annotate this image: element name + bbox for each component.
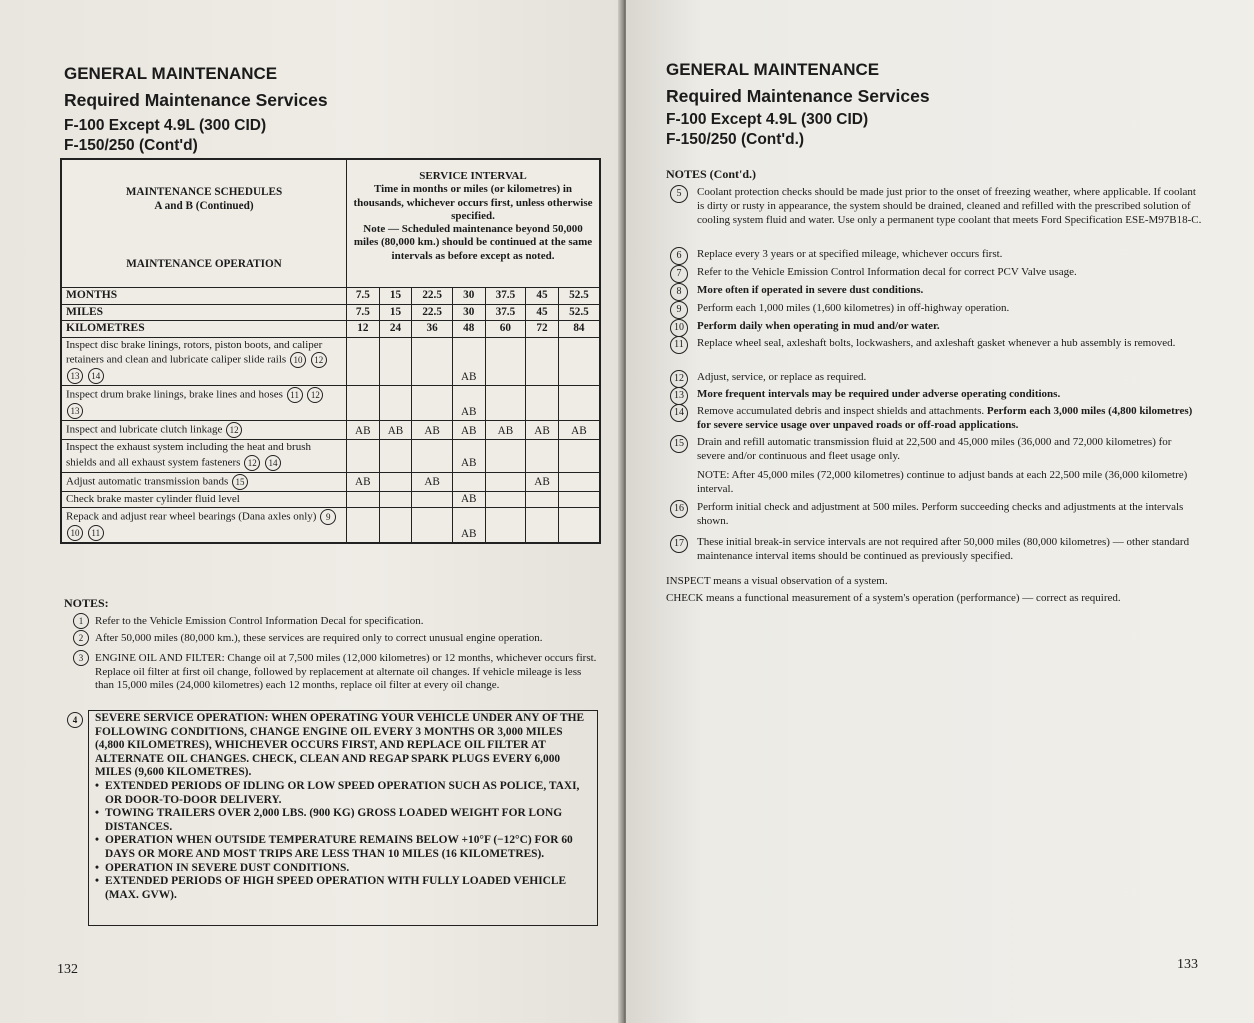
list-item: • EXTENDED PERIODS OF HIGH SPEED OPERATION WITH FULLY LOADED VEHICLE (MAX. GVW).: [95, 875, 594, 902]
miles-cell: 15: [379, 304, 412, 321]
schedule-cell: [485, 386, 526, 421]
operation-cell: [61, 508, 347, 544]
months-cell: 30: [452, 288, 485, 305]
schedule-cell: [347, 440, 380, 473]
note-3: [78, 652, 600, 693]
note-reference: 13: [67, 403, 83, 419]
note-text: Refer to the Vehicle Emission Control Information decal for correct PCV Valve usage.: [697, 266, 1077, 278]
note-number: 3: [73, 650, 89, 666]
notes-title: NOTES (Cont'd.): [666, 167, 757, 181]
note-text-bold: Perform each 3,000 miles (4,800 kilometres) for severe service usage over unpaved roads or off-road applications.: [697, 405, 1193, 431]
note-number: 10: [670, 319, 688, 337]
miles-cell: 22.5: [412, 304, 453, 321]
schedule-cell: [526, 386, 559, 421]
operation-cell: [61, 472, 347, 491]
schedule-cell: [485, 337, 526, 386]
severe-conditions-list: [95, 780, 594, 902]
operation-header: MAINTENANCE OPERATION: [126, 257, 282, 270]
note-reference: 12: [311, 352, 327, 368]
note-text: Replace wheel seal, axleshaft bolts, lockwashers, and axleshaft gasket whenever a hub assembly is removed.: [697, 337, 1176, 349]
miles-row: [61, 304, 600, 321]
page-number: 132: [57, 962, 78, 977]
note-number: 16: [670, 500, 688, 518]
schedule-cell: AB: [347, 472, 380, 491]
schedule-cell: [558, 491, 600, 508]
operation-text: Check brake master cylinder fluid level: [66, 492, 240, 505]
schedule-cell: [412, 440, 453, 473]
schedule-cell: [558, 337, 600, 386]
schedule-cell: [379, 491, 412, 508]
schedule-cell: AB: [412, 421, 453, 440]
note-16: [674, 500, 1202, 528]
severe-service-intro: SEVERE SERVICE OPERATION: WHEN OPERATING YOUR VEHICLE UNDER ANY OF THE FOLLOWING CONDITIONS, CHANGE ENGINE OIL EVERY 3 MONTHS OR 3,000 MILES (4,800 KILOMETRES), WHICHEVER OCCURS FIRST, AND REPLACE OIL FILTER AT ALTERNATE OIL CHANGES. CHECK, CLEAN AND REGAP SPARK PLUGS EVERY 6,000 MILES (9,600 KILOMETRES).: [95, 712, 585, 779]
km-cell: 72: [526, 321, 559, 338]
note-reference: 12: [244, 455, 260, 471]
km-cell: 24: [379, 321, 412, 338]
note-15-addendum: [697, 468, 1202, 496]
months-cell: 52.5: [558, 288, 600, 305]
table-row: [61, 472, 600, 491]
months-cell: 22.5: [412, 288, 453, 305]
note-number: 2: [73, 630, 89, 646]
schedule-cell: AB: [452, 386, 485, 421]
note-reference: 10: [290, 352, 306, 368]
note-10: [674, 319, 1202, 333]
schedule-cell: [485, 491, 526, 508]
operation-cell: [61, 440, 347, 473]
note-reference: 9: [320, 509, 336, 525]
note-14: [674, 404, 1202, 432]
note-5: [676, 185, 1202, 227]
schedule-cell: AB: [452, 491, 485, 508]
miles-label: MILES: [61, 304, 347, 321]
operation-text: Inspect and lubricate clutch linkage: [66, 423, 223, 436]
note-number: 1: [73, 613, 89, 629]
note-text: These initial break-in service intervals are not required after 50,000 miles (80,000 kilometres) — other standard maintenance interval items should be continued as previously specified.: [697, 536, 1190, 562]
page-title: GENERAL MAINTENANCE: [666, 60, 880, 79]
note-text-bold: More often if operated in severe dust conditions.: [697, 284, 924, 296]
schedule-cell: [379, 508, 412, 544]
operation-cell: [61, 491, 347, 508]
note-number: 17: [670, 535, 688, 553]
schedule-cell: [526, 491, 559, 508]
section-title: Required Maintenance Services: [64, 90, 328, 110]
schedule-cell: [347, 508, 380, 544]
schedule-cell: [558, 472, 600, 491]
inspect-definition: INSPECT means a visual observation of a system.: [666, 575, 888, 587]
model-line-1: F-100 Except 4.9L (300 CID): [666, 111, 869, 128]
schedule-cell: AB: [526, 472, 559, 491]
note-2: [78, 632, 600, 646]
schedule-cell: [379, 472, 412, 491]
note-text: Drain and refill automatic transmission fluid at 22,500 and 45,000 miles (36,000 and 72,000 kilometres) for severe and/or continuous and fleet usage only.: [697, 436, 1172, 462]
note-reference: 12: [307, 387, 323, 403]
note-number: 14: [670, 404, 688, 422]
note-text: Perform each 1,000 miles (1,600 kilometres) in off-highway operation.: [697, 302, 1010, 314]
months-cell: 45: [526, 288, 559, 305]
km-cell: 48: [452, 321, 485, 338]
operation-text: Inspect drum brake linings, brake lines and hoses: [66, 388, 283, 401]
kilometres-row: [61, 321, 600, 338]
note-number: 5: [670, 185, 688, 203]
miles-cell: 45: [526, 304, 559, 321]
note-number: 8: [670, 283, 688, 301]
note-12: [674, 370, 1202, 384]
note-number: 11: [670, 336, 688, 354]
kilometres-label: KILOMETRES: [61, 321, 347, 338]
operation-text: Inspect disc brake linings, rotors, piston boots, and caliper retainers and clean and lubricate caliper slide rails: [66, 338, 323, 366]
page-number: 133: [1177, 957, 1198, 972]
schedule-cell: [485, 508, 526, 544]
schedule-cell: AB: [452, 337, 485, 386]
schedule-cell: AB: [452, 508, 485, 544]
list-item: • EXTENDED PERIODS OF IDLING OR LOW SPEED OPERATION SUCH AS POLICE, TAXI, OR DOOR-TO-DOOR DELIVERY.: [95, 780, 594, 807]
months-cell: 37.5: [485, 288, 526, 305]
schedule-cell: AB: [452, 440, 485, 473]
schedule-cell: [526, 337, 559, 386]
note-text: Remove accumulated debris and inspect shields and attachments.: [697, 405, 987, 417]
note-8: [676, 283, 1202, 297]
note-reference: 10: [67, 525, 83, 541]
schedule-cell: [379, 386, 412, 421]
note-text: Replace every 3 years or at specified mileage, whichever occurs first.: [697, 248, 1003, 260]
note-text: ENGINE OIL AND FILTER: Change oil at 7,500 miles (12,000 kilometres) or 12 months, whichever occurs first. Replace oil filter at first oil change, followed by replacement at alternate oil changes. If vehicle mileage is less than 15,000 miles (24,000 kilometres) each 12 months, replace oil filter at every oil change.: [95, 652, 597, 692]
check-definition: CHECK means a functional measurement of a system's operation (performance) — correct as required.: [666, 592, 1121, 604]
schedule-cell: AB: [379, 421, 412, 440]
schedule-cell: [558, 386, 600, 421]
operation-text: Adjust automatic transmission bands: [66, 475, 229, 488]
schedule-cell: AB: [452, 421, 485, 440]
note-number: 7: [670, 265, 688, 283]
km-cell: 60: [485, 321, 526, 338]
interval-header: SERVICE INTERVAL Time in months or miles (or kilometres) in thousands, whichever occurs first, unless otherwise specified. Note — Scheduled maintenance beyond 50,000 miles (80,000 km.) should be continued at the same intervals as before except as noted.: [347, 159, 601, 288]
schedule-cell: [347, 386, 380, 421]
schedule-cell: [412, 491, 453, 508]
note-text: Coolant protection checks should be made just prior to the onset of freezing weather, where applicable. If coolant is dirty or rusty in appearance, the system should be drained, cleaned and refilled with the prescribed solution of cooling system fluid and water. Use only a permanent type coolant that meets Ford Specification ESE-M97B18-C.: [697, 186, 1202, 226]
schedule-cell: [412, 337, 453, 386]
schedule-cell: [526, 440, 559, 473]
note-reference: 11: [88, 525, 104, 541]
schedule-cell: [379, 337, 412, 386]
schedule-cell: [412, 386, 453, 421]
operation-text: Inspect the exhaust system including the heat and brush shields and all exhaust system fasteners: [66, 441, 311, 469]
note-number: 15: [670, 435, 688, 453]
schedule-cell: [558, 508, 600, 544]
months-cell: 7.5: [347, 288, 380, 305]
table-row: [61, 421, 600, 440]
note-17: [674, 535, 1202, 563]
model-line-2: F-150/250 (Cont'd): [64, 137, 198, 154]
note-7: [676, 265, 1202, 279]
note-1: [78, 615, 600, 629]
notes-title: NOTES:: [64, 596, 109, 610]
note-number: 9: [670, 301, 688, 319]
note-reference: 15: [232, 474, 248, 490]
section-title: Required Maintenance Services: [666, 86, 930, 106]
schedule-cell: AB: [347, 421, 380, 440]
note-reference: 13: [67, 368, 83, 384]
schedule-cell: [526, 508, 559, 544]
operation-rows: [61, 337, 600, 543]
operation-text: Repack and adjust rear wheel bearings (Dana axles only): [66, 510, 317, 523]
note-text: NOTE: After 45,000 miles (72,000 kilometres) continue to adjust bands at each 22,500 mile (36,000 kilometre) interval.: [697, 469, 1188, 495]
miles-cell: 7.5: [347, 304, 380, 321]
note-13: [674, 387, 1202, 401]
note-reference: 14: [265, 455, 281, 471]
months-cell: 15: [379, 288, 412, 305]
km-cell: 84: [558, 321, 600, 338]
schedule-cell: [452, 472, 485, 491]
km-cell: 12: [347, 321, 380, 338]
months-row: [61, 288, 600, 305]
note-text-bold: Perform daily when operating in mud and/or water.: [697, 320, 940, 332]
miles-cell: 52.5: [558, 304, 600, 321]
note-reference: 11: [287, 387, 303, 403]
model-line-1: F-100 Except 4.9L (300 CID): [64, 117, 267, 134]
schedule-cell: [558, 440, 600, 473]
table-row: [61, 337, 600, 386]
schedules-header: MAINTENANCE SCHEDULES A and B (Continued): [125, 186, 283, 212]
months-label: MONTHS: [61, 288, 347, 305]
note-text-bold: More frequent intervals may be required under adverse operating conditions.: [697, 388, 1061, 400]
table-row: [61, 386, 600, 421]
table-row: [61, 508, 600, 544]
schedule-cell: AB: [485, 421, 526, 440]
list-item: • TOWING TRAILERS OVER 2,000 LBS. (900 KG) GROSS LOADED WEIGHT FOR LONG DISTANCES.: [95, 807, 594, 834]
maintenance-schedule-table: [60, 158, 601, 544]
table-row: [61, 491, 600, 508]
schedule-cell: [347, 337, 380, 386]
schedule-cell: AB: [412, 472, 453, 491]
note-number: 4: [67, 712, 83, 728]
note-text: After 50,000 miles (80,000 km.), these services are required only to correct unusual engine operation.: [95, 632, 543, 644]
schedule-cell: [379, 440, 412, 473]
note-reference: 12: [226, 422, 242, 438]
table-header-left: [61, 159, 347, 288]
note-reference: 14: [88, 368, 104, 384]
note-text: Refer to the Vehicle Emission Control Information Decal for specification.: [95, 615, 424, 627]
note-9: [676, 301, 1202, 315]
note-number: 6: [670, 247, 688, 265]
km-cell: 36: [412, 321, 453, 338]
list-item: • OPERATION WHEN OUTSIDE TEMPERATURE REMAINS BELOW +10°F (−12°C) FOR 60 DAYS OR MORE AND MOST TRIPS ARE LESS THAN 10 MILES (16 KILOMETRES).: [95, 834, 594, 861]
note-text: Adjust, service, or replace as required.: [697, 371, 867, 383]
severe-service-box: [72, 710, 598, 926]
schedule-cell: AB: [558, 421, 600, 440]
miles-cell: 30: [452, 304, 485, 321]
note-number: 12: [670, 370, 688, 388]
note-6: [676, 247, 1202, 261]
operation-cell: [61, 337, 347, 386]
schedule-cell: [485, 440, 526, 473]
schedule-cell: [485, 472, 526, 491]
miles-cell: 37.5: [485, 304, 526, 321]
note-number: 13: [670, 387, 688, 405]
note-11: [674, 336, 1202, 350]
page-title: GENERAL MAINTENANCE: [64, 64, 278, 83]
left-page: [0, 0, 622, 1023]
schedule-cell: AB: [526, 421, 559, 440]
schedule-cell: [412, 508, 453, 544]
operation-cell: [61, 386, 347, 421]
table-row: [61, 440, 600, 473]
note-15: [674, 435, 1202, 463]
list-item: • OPERATION IN SEVERE DUST CONDITIONS.: [95, 862, 594, 876]
model-line-2: F-150/250 (Cont'd.): [666, 131, 805, 148]
schedule-cell: [347, 491, 380, 508]
operation-cell: [61, 421, 347, 440]
note-text: Perform initial check and adjustment at 500 miles. Perform succeeding checks and adjustments at the intervals shown.: [697, 501, 1184, 527]
